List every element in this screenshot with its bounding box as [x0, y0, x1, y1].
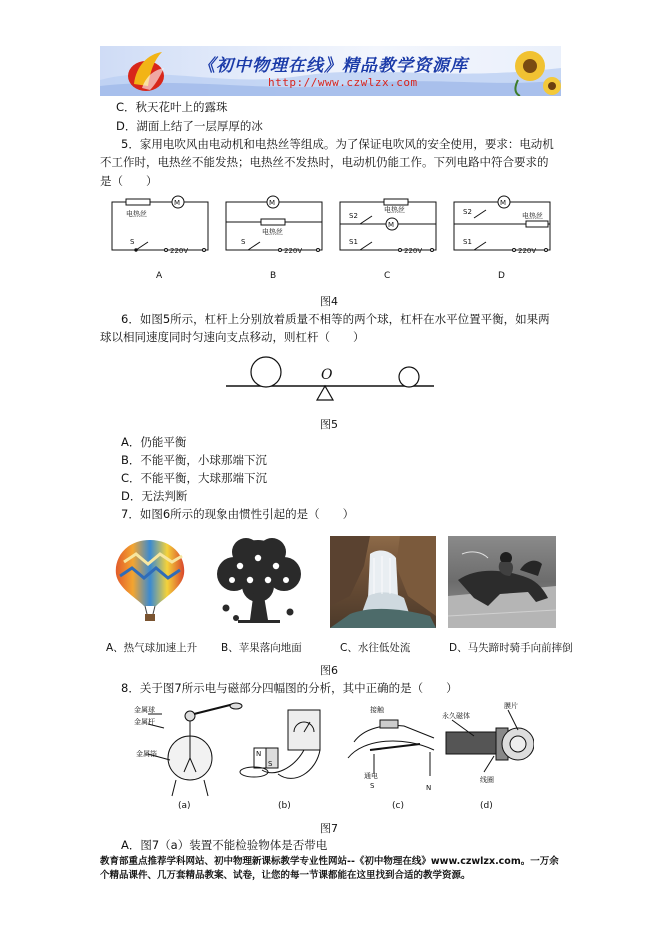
svg-text:接触: 接触: [370, 706, 384, 714]
question-8: 8．关于图7所示电与磁部分四幅图的分析，其中正确的是（ ）: [121, 681, 458, 695]
svg-text:S2: S2: [349, 212, 358, 220]
q4-option-c: C．秋天花叶上的露珠: [116, 100, 228, 114]
fig6-caption-d: D、马失蹄时骑手向前摔倒: [449, 642, 573, 654]
banner-url[interactable]: http://www.czwlzx.com: [268, 76, 418, 89]
svg-text:220V: 220V: [518, 247, 537, 255]
svg-text:N: N: [256, 750, 262, 758]
footer-line-1: 教育部重点推荐学科网站、初中物理新课标教学专业性网站--《初中物理在线》www.czwlzx.com。一万余: [100, 856, 559, 867]
svg-text:金属箔: 金属箔: [136, 750, 157, 758]
svg-text:S2: S2: [463, 208, 472, 216]
figure-7-caption: 图7: [320, 822, 338, 835]
figure-4-caption: 图4: [320, 295, 338, 308]
svg-text:M: M: [500, 199, 507, 207]
figure-4-circuits: [108, 194, 554, 284]
q6-option-c: C．不能平衡，大球那端下沉: [121, 471, 268, 485]
svg-text:220V: 220V: [284, 247, 303, 255]
figure-7-diagrams: [134, 698, 534, 810]
svg-text:M: M: [388, 221, 395, 229]
question-5-line-2: 不工作时，电热丝不能发热；电热丝不发热时，电动机仍能工作。下列电路中符合要求的: [100, 155, 549, 169]
circuit-a: [112, 196, 208, 252]
waterfall-image: [330, 536, 436, 628]
figure-5-lever: [220, 350, 440, 410]
site-logo-icon: [124, 46, 172, 96]
q8-option-a: A．图7（a）装置不能检验物体是否带电: [121, 838, 328, 852]
question-5-line-3: 是（ ）: [100, 174, 158, 188]
q6-option-a: A．仍能平衡: [121, 435, 187, 449]
figure-5-caption: 图5: [320, 418, 338, 431]
svg-text:S: S: [241, 238, 246, 246]
question-6-line-2: 球以相同速度同时匀速向支点移动，则杠杆（ ）: [100, 330, 365, 344]
q4-option-d: D．湖面上结了一层厚厚的冰: [116, 119, 263, 133]
svg-text:电热丝: 电热丝: [384, 206, 405, 214]
q6-option-b: B．不能平衡，小球那端下沉: [121, 453, 267, 467]
svg-text:线圈: 线圈: [480, 776, 494, 784]
svg-text:(b): (b): [278, 801, 291, 810]
q6-option-d: D．无法判断: [121, 489, 188, 503]
svg-text:(c): (c): [392, 801, 404, 810]
fig6-caption-c: C、水往低处流: [340, 642, 411, 654]
svg-text:膜片: 膜片: [504, 702, 518, 710]
question-6-line-1: 6．如图5所示，杠杆上分别放着质量不相等的两个球，杠杆在水平位置平衡，如果两: [121, 312, 550, 326]
svg-text:永久磁体: 永久磁体: [442, 712, 470, 720]
fulcrum: [317, 386, 333, 400]
svg-text:S: S: [268, 760, 273, 768]
fig6-caption-a: A、热气球加速上升: [106, 642, 198, 654]
svg-text:A: A: [156, 271, 163, 281]
electroscope: [148, 703, 242, 796]
svg-text:S: S: [130, 238, 135, 246]
svg-text:电热丝: 电热丝: [262, 228, 283, 236]
svg-text:N: N: [426, 784, 432, 792]
svg-text:通电: 通电: [364, 772, 378, 780]
small-ball: [399, 367, 419, 387]
svg-text:(a): (a): [178, 801, 191, 810]
question-7: 7．如图6所示的现象由惯性引起的是（ ）: [121, 507, 355, 521]
galvanometer-setup: [240, 710, 320, 778]
svg-text:M: M: [174, 199, 181, 207]
footer-line-2: 个精品课件、几万套精品教案、试卷，让您的每一节课都能在这里找到合适的教学资源。: [100, 870, 471, 881]
svg-text:B: B: [270, 271, 277, 281]
apple-tree-image: [210, 536, 308, 628]
svg-text:O: O: [321, 367, 333, 383]
hot-air-balloon-image: [110, 536, 190, 628]
svg-text:电热丝: 电热丝: [126, 210, 147, 218]
svg-text:C: C: [384, 271, 391, 281]
fig6-caption-b: B、苹果落向地面: [221, 642, 302, 654]
svg-text:S1: S1: [463, 238, 472, 246]
svg-text:M: M: [269, 199, 276, 207]
header-banner: [100, 46, 561, 96]
svg-text:(d): (d): [480, 801, 493, 810]
question-5-line-1: 5．家用电吹风由电动机和电热丝等组成。为了保证电吹风的安全使用，要求：电动机: [121, 137, 554, 151]
figure-6-caption: 图6: [320, 664, 338, 677]
svg-text:金属杆: 金属杆: [134, 718, 155, 726]
svg-text:电热丝: 电热丝: [522, 212, 543, 220]
svg-text:D: D: [498, 271, 505, 281]
svg-text:金属球: 金属球: [134, 706, 155, 714]
horse-rider-image: [448, 536, 556, 628]
svg-text:S: S: [370, 782, 375, 790]
svg-text:220V: 220V: [404, 247, 423, 255]
banner-title: 《初中物理在线》精品教学资源库: [198, 56, 468, 76]
svg-text:S1: S1: [349, 238, 358, 246]
large-ball: [251, 357, 281, 387]
oersted-setup: [348, 720, 434, 776]
svg-text:220V: 220V: [170, 247, 189, 255]
